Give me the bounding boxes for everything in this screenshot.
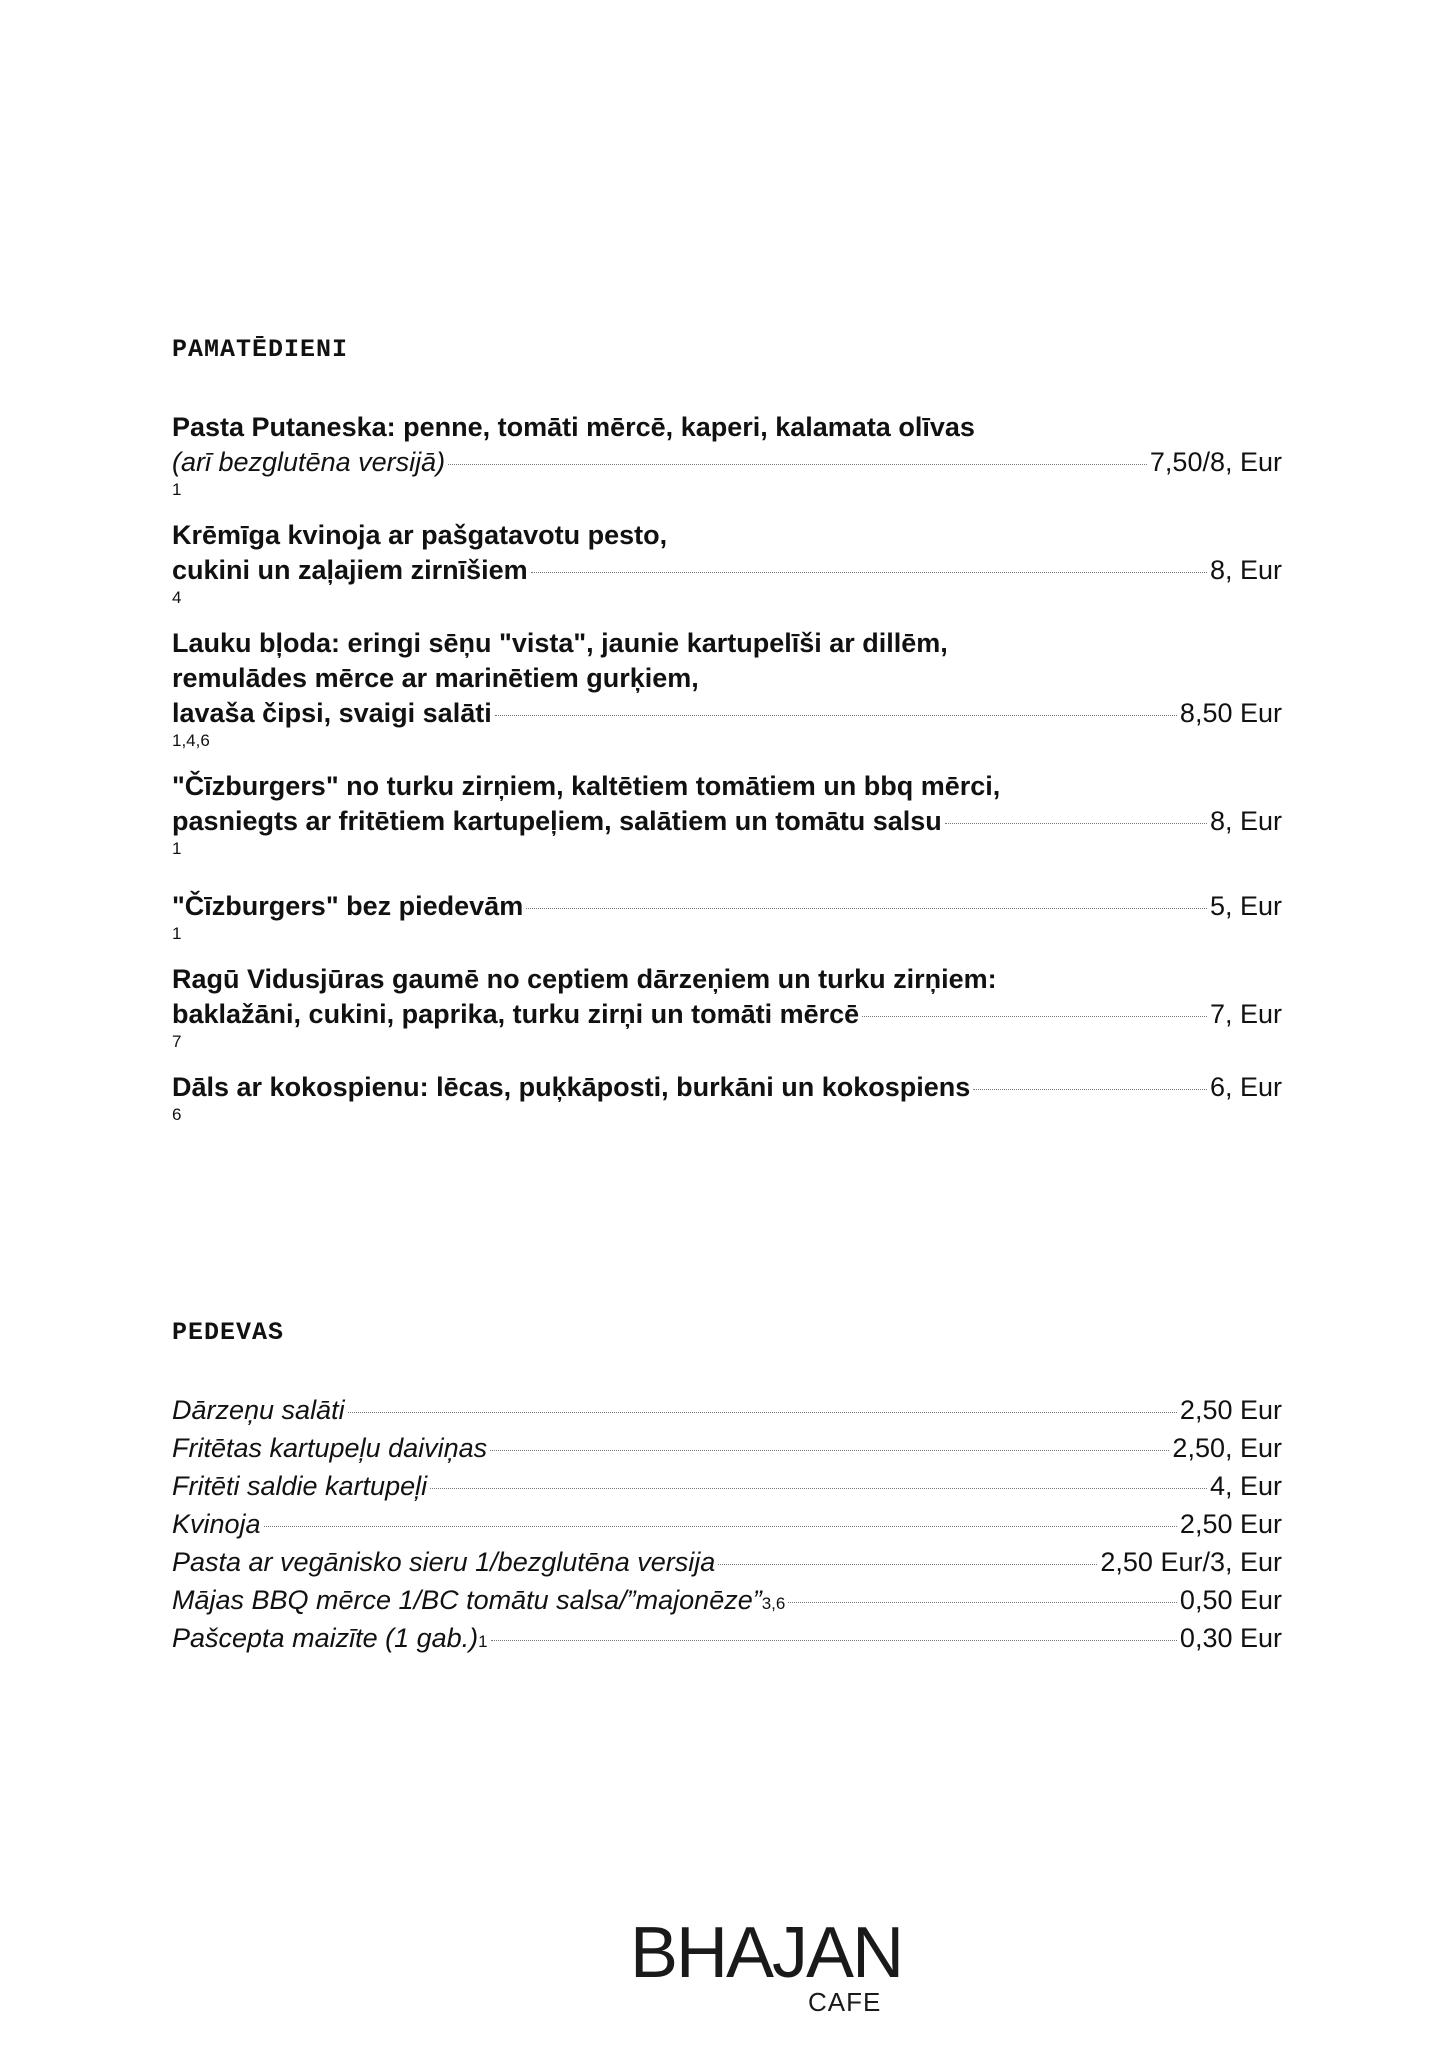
side-price: 4, Eur — [1209, 1471, 1282, 1501]
dish-last-line — [172, 696, 1282, 731]
side-price: 2,50, Eur — [1172, 1433, 1282, 1463]
side-price: 0,30 Eur — [1179, 1623, 1282, 1653]
side-name-text: Pašcepta maizīte (1 gab.) — [172, 1623, 479, 1653]
side-name — [172, 1507, 261, 1545]
leader-dots — [448, 464, 1147, 465]
dish-note: (arī bezglutēna versijā) — [172, 447, 446, 477]
dish-allergens: 4 — [172, 588, 182, 607]
side-name-text: Fritētas kartupeļu daiviņas — [172, 1433, 488, 1463]
side-item — [172, 1393, 1282, 1431]
dish-item — [172, 626, 1282, 751]
dish-line: cukini un zaļajiem zirnīšiem — [172, 555, 528, 585]
sides-list — [172, 1393, 1282, 1659]
leader-dots — [788, 1602, 1177, 1603]
dish-price: 7,50/8, Eur — [1149, 447, 1282, 477]
side-name — [172, 1469, 427, 1507]
leader-dots — [490, 1450, 1169, 1451]
dish-allergens: 6 — [172, 1105, 182, 1124]
side-name-text: Mājas BBQ mērce 1/BC tomātu salsa/”majonēze” — [172, 1585, 762, 1615]
dish-allergens: 1 — [172, 924, 182, 943]
leader-dots — [718, 1564, 1097, 1565]
dish-item — [172, 889, 1282, 944]
side-item — [172, 1507, 1282, 1545]
side-name-text: Kvinoja — [172, 1509, 261, 1539]
side-item — [172, 1545, 1282, 1583]
dish-item — [172, 769, 1282, 859]
dish-allergens: 1,4,6 — [172, 731, 210, 750]
dish-price: 8, Eur — [1209, 806, 1282, 836]
side-price: 2,50 Eur — [1179, 1395, 1282, 1425]
side-name — [172, 1621, 488, 1659]
dish-last-line — [172, 1070, 1282, 1105]
dish-line: baklažāni, cukini, paprika, turku zirņi un tomāti mērcē — [172, 999, 860, 1029]
side-allergens: 1 — [478, 1632, 488, 1651]
dish-line: "Čīzburgers" bez piedevām — [172, 891, 524, 921]
dish-line: Dāls ar kokospienu: lēcas, puķkāposti, burkāni un kokospiens — [172, 1072, 971, 1102]
bhajan-cafe-logo — [630, 1905, 910, 2015]
dish-line: lavaša čipsi, svaigi salāti — [172, 698, 492, 728]
dish-last-line — [172, 553, 1282, 588]
leader-dots — [348, 1412, 1177, 1413]
side-item — [172, 1621, 1282, 1659]
dish-line: remulādes mērce ar marinētiem gurķiem, — [172, 663, 699, 693]
leader-dots — [862, 1016, 1207, 1017]
dish-line: Pasta Putaneska: penne, tomāti mērcē, kaperi, kalamata olīvas — [172, 412, 975, 442]
dish-item — [172, 410, 1282, 500]
main-dishes-list — [172, 410, 1282, 1125]
side-name — [172, 1583, 785, 1621]
side-name — [172, 1545, 715, 1583]
logo-sub-text: CAFE — [808, 1987, 882, 2015]
dish-item — [172, 518, 1282, 608]
dish-allergens: 1 — [172, 839, 182, 858]
side-allergens: 3,6 — [761, 1594, 786, 1613]
side-price: 2,50 Eur — [1179, 1509, 1282, 1539]
leader-dots — [945, 823, 1207, 824]
dish-price: 8,50 Eur — [1179, 698, 1282, 728]
leader-dots — [430, 1488, 1207, 1489]
dish-price: 7, Eur — [1209, 999, 1282, 1029]
dish-last-line — [172, 889, 1282, 924]
leader-dots — [973, 1089, 1207, 1090]
side-item — [172, 1469, 1282, 1507]
dish-line: Krēmīga kvinoja ar pašgatavotu pesto, — [172, 520, 668, 550]
dish-last-line — [172, 445, 1282, 480]
leader-dots — [531, 572, 1207, 573]
sides-section-title: PEDEVAS — [172, 1318, 285, 1347]
side-name-text: Dārzeņu salāti — [172, 1395, 345, 1425]
dish-price: 8, Eur — [1209, 555, 1282, 585]
side-name — [172, 1393, 345, 1431]
dish-item — [172, 1070, 1282, 1125]
side-name-text: Fritēti saldie kartupeļi — [172, 1471, 428, 1501]
dish-line: "Čīzburgers" no turku zirņiem, kaltētiem tomātiem un bbq mērci, — [172, 771, 1001, 801]
dish-item — [172, 962, 1282, 1052]
side-name-text: Pasta ar vegānisko sieru 1/bezglutēna versija — [172, 1547, 716, 1577]
side-name — [172, 1431, 487, 1469]
dish-allergens: 7 — [172, 1032, 182, 1051]
dish-last-line — [172, 997, 1282, 1032]
dish-last-line — [172, 804, 1282, 839]
dish-line: pasniegts ar fritētiem kartupeļiem, salātiem un tomātu salsu — [172, 806, 942, 836]
leader-dots — [495, 715, 1177, 716]
logo-main-text: BHAJAN — [630, 1913, 903, 1993]
leader-dots — [526, 908, 1207, 909]
dish-line: Lauku bļoda: eringi sēņu "vista", jaunie kartupelīši ar dillēm, — [172, 628, 948, 658]
dish-price: 6, Eur — [1209, 1072, 1282, 1102]
leader-dots — [264, 1526, 1177, 1527]
main-section-title: PAMATĒDIENI — [172, 335, 349, 364]
dish-price: 5, Eur — [1209, 891, 1282, 921]
side-item — [172, 1431, 1282, 1469]
side-item — [172, 1583, 1282, 1621]
side-price: 0,50 Eur — [1179, 1585, 1282, 1615]
leader-dots — [491, 1640, 1177, 1641]
dish-allergens: 1 — [172, 480, 182, 499]
side-price: 2,50 Eur/3, Eur — [1100, 1547, 1282, 1577]
dish-line: Ragū Vidusjūras gaumē no ceptiem dārzeņiem un turku zirņiem: — [172, 964, 997, 994]
